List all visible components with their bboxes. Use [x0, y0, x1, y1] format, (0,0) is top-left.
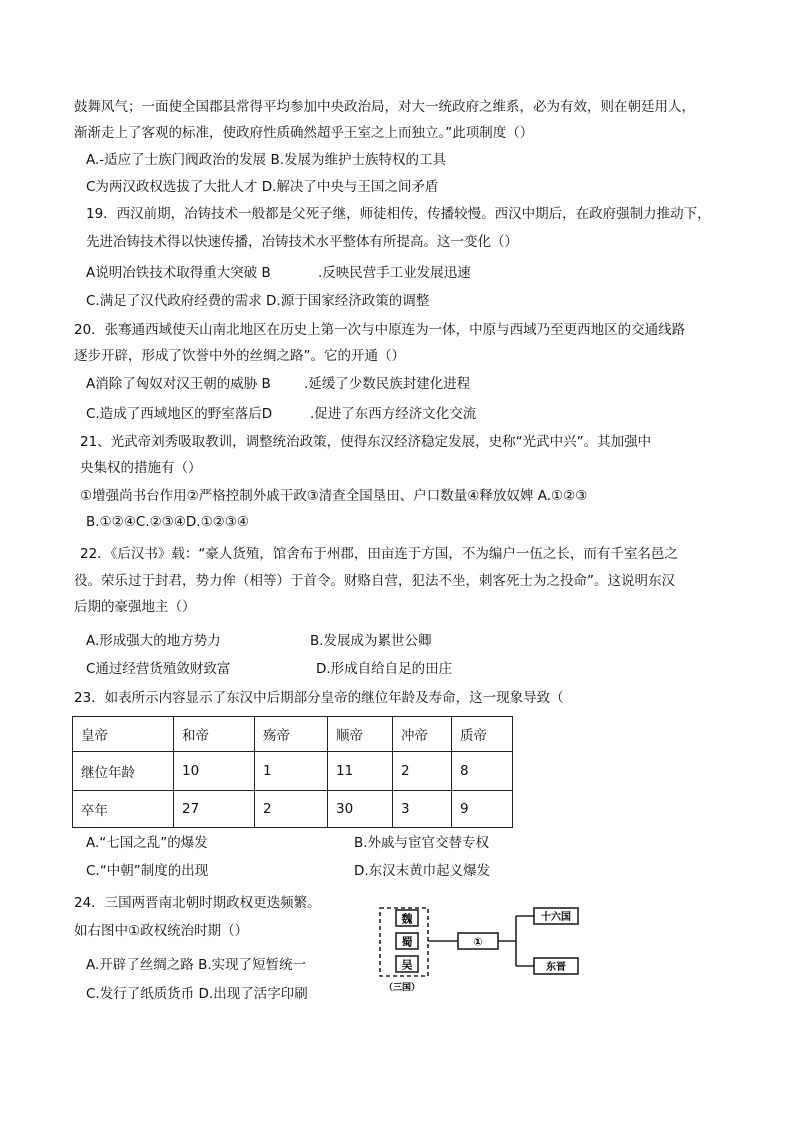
- eastern-jin-label: 东晋: [546, 962, 566, 973]
- q22-option-d: D.形成自给自足的田庄: [316, 661, 453, 677]
- q23-option-d: D.东汉末黄巾起义爆发: [354, 863, 491, 879]
- q22-option-c: C通过经营货殖敛财致富: [86, 661, 231, 677]
- q18-text-line-2: 渐渐走上了客观的标准，使政府性质确然超乎王室之上而独立。”此项制度（）: [74, 125, 534, 141]
- q23-option-a: A.“七国之乱”的爆发: [86, 835, 208, 851]
- table-cell: 30: [328, 791, 393, 828]
- q19-option-a: A说明冶铁技术取得重大突破 B: [86, 265, 271, 281]
- q20-text-line-1: 20．张骞通西域使天山南北地区在历史上第一次与中原连为一体，中原与西域乃至更西地区的交通线路: [74, 322, 686, 338]
- table-cell: 9: [452, 791, 513, 828]
- q24-options-ab: A.开辟了丝绸之路 B.实现了短暂统一: [86, 957, 307, 973]
- q20-text-line-2: 逐步开辟，形成了饮誉中外的丝绸之路”。它的开通（）: [74, 348, 405, 364]
- table-cell: 冲帝: [393, 717, 452, 752]
- shu-label: 蜀: [401, 935, 413, 949]
- wei-label: 魏: [401, 912, 413, 926]
- table-row: [73, 791, 513, 828]
- q20-option-a: A消除了匈奴对汉王朝的威胁 B: [86, 376, 271, 392]
- dynasty-succession-diagram: [374, 902, 590, 998]
- q20-option-d: .促进了东西方经济文化交流: [310, 406, 477, 422]
- q19-text-line-2: 先进冶铸技术得以快速传播，冶铸技术水平整体有所提高。这一变化（）: [86, 234, 518, 250]
- q23-text-line-1: 23．如表所示内容显示了东汉中后期部分皇帝的继位年龄及寿命，这一现象导致（: [74, 690, 564, 706]
- table-cell: 和帝: [174, 717, 255, 752]
- table-cell: 27: [174, 791, 255, 828]
- q23-option-b: B.外戚与宦官交替专权: [354, 835, 490, 851]
- table-cell: 1: [255, 752, 328, 791]
- q19-text-line-1: 19．西汉前期，冶铸技术一般都是父死子继，师徒相传，传播较慢。西汉中期后，在政府强制力推动下，: [86, 206, 711, 222]
- q24-text-line-1: 24．三国两晋南北朝时期政权更迭频繁。: [74, 895, 321, 911]
- table-cell: 10: [174, 752, 255, 791]
- table-cell: 8: [452, 752, 513, 791]
- sixteen-kingdoms-label: 十六国: [541, 912, 571, 923]
- q23-option-c: C.“中朝”制度的出现: [86, 863, 209, 879]
- q21-statements: ①增强尚书台作用②严格控制外戚干政③清查全国垦田、户口数量④释放奴婢 A.①②③: [80, 488, 588, 504]
- q18-text-line-1: 鼓舞风气；一面使全国郡县常得平均参加中央政治局，对大一统政府之维系，必为有效，则在朝廷用人，: [74, 99, 695, 115]
- q18-options-cd: C为两汉政权选拔了大批人才 D.解决了中央与王国之间矛盾: [86, 179, 439, 195]
- regime-one-label: ①: [473, 935, 483, 949]
- wu-label: 吴: [401, 958, 413, 972]
- table-cell: 3: [393, 791, 452, 828]
- q22-text-line-2: 役。荣乐过于封君，势力侔（相等）于首令。财赂自营，犯法不坐，刺客死士为之投命”。这说明东汉: [74, 573, 675, 589]
- q19-options-cd: C.满足了汉代政府经费的需求 D.源于国家经济政策的调整: [86, 293, 430, 309]
- q21-text-line-2: 央集权的措施有（）: [80, 460, 202, 476]
- table-row: [73, 752, 513, 791]
- table-cell: 2: [255, 791, 328, 828]
- q20-option-c: C.造成了西域地区的野室落后D: [86, 406, 273, 422]
- q22-option-b: B.发展成为累世公卿: [310, 633, 432, 649]
- q22-option-a: A.形成强大的地方势力: [86, 633, 221, 649]
- table-cell: 11: [328, 752, 393, 791]
- table-cell: 皇帝: [73, 717, 174, 752]
- table-cell: 2: [393, 752, 452, 791]
- table-cell: 顺帝: [328, 717, 393, 752]
- q19-option-b: .反映民营手工业发展迅速: [318, 265, 471, 281]
- diagram-svg: [374, 902, 590, 998]
- q24-options-cd: C.发行了纸质货币 D.出现了活字印刷: [86, 986, 308, 1002]
- q20-option-b: .延缓了少数民族封建化进程: [304, 376, 471, 392]
- q21-text-line-1: 21、光武帝刘秀吸取教训，调整统治政策，使得东汉经济稳定发展，史称“光武中兴”。其加强中: [80, 434, 652, 450]
- table-cell: 质帝: [452, 717, 513, 752]
- table-cell: 卒年: [73, 791, 174, 828]
- table-cell: 殇帝: [255, 717, 328, 752]
- q21-options: B.①②④C.②③④D.①②③④: [86, 514, 249, 530]
- q22-text-line-1: 22．《后汉书》载：“豪人货殖，馆舍布于州郡，田亩连于方国，不为编户一伍之长，而有千室名邑之: [80, 546, 678, 562]
- table-row: [73, 717, 513, 752]
- q22-text-line-3: 后期的豪强地主（）: [74, 599, 196, 615]
- q18-options-ab: A.-适应了士族门阀政治的发展 B.发展为维护士族特权的工具: [86, 152, 447, 168]
- three-kingdoms-caption: （三国）: [383, 983, 421, 993]
- q24-text-line-2: 如右图中①政权统治时期（）: [74, 923, 249, 939]
- emperor-reign-table: [72, 716, 513, 828]
- table-cell: 继位年龄: [73, 752, 174, 791]
